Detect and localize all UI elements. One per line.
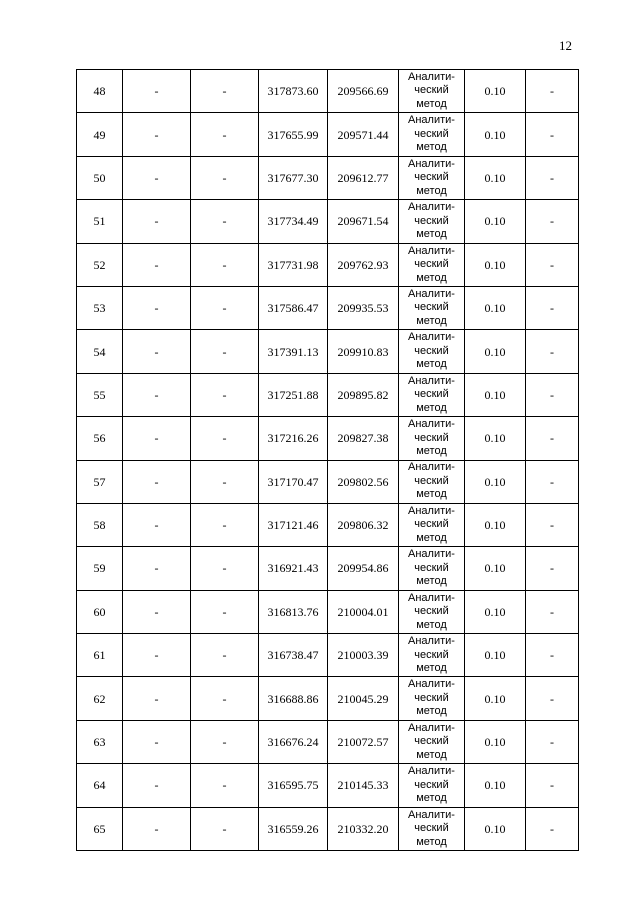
method-cell: Аналити- ческий метод: [399, 330, 465, 373]
accuracy-cell: 0.10: [465, 417, 526, 460]
empty-cell: -: [123, 70, 191, 113]
accuracy-cell: 0.10: [465, 460, 526, 503]
coordinate-y: 209827.38: [328, 417, 399, 460]
coordinate-x: 317873.60: [259, 70, 328, 113]
empty-cell: -: [526, 503, 579, 546]
coordinate-x: 317586.47: [259, 286, 328, 329]
empty-cell: -: [123, 634, 191, 677]
method-cell: Аналити- ческий метод: [399, 243, 465, 286]
point-number: 53: [77, 286, 123, 329]
accuracy-cell: 0.10: [465, 677, 526, 720]
point-number: 58: [77, 503, 123, 546]
coordinate-y: 210332.20: [328, 807, 399, 850]
coordinate-x: 316921.43: [259, 547, 328, 590]
point-number: 49: [77, 113, 123, 156]
accuracy-cell: 0.10: [465, 503, 526, 546]
method-cell: Аналити- ческий метод: [399, 156, 465, 199]
table-row: [77, 286, 579, 329]
table-body: [77, 70, 579, 851]
point-number: 48: [77, 70, 123, 113]
coordinate-x: 317677.30: [259, 156, 328, 199]
empty-cell: -: [123, 460, 191, 503]
empty-cell: -: [123, 373, 191, 416]
empty-cell: -: [191, 590, 259, 633]
empty-cell: -: [191, 200, 259, 243]
coordinate-y: 210045.29: [328, 677, 399, 720]
empty-cell: -: [191, 70, 259, 113]
empty-cell: -: [123, 503, 191, 546]
method-cell: Аналити- ческий метод: [399, 807, 465, 850]
coordinate-y: 209762.93: [328, 243, 399, 286]
empty-cell: -: [191, 156, 259, 199]
empty-cell: -: [123, 286, 191, 329]
accuracy-cell: 0.10: [465, 70, 526, 113]
point-number: 54: [77, 330, 123, 373]
empty-cell: -: [123, 764, 191, 807]
coordinate-y: 210072.57: [328, 720, 399, 763]
empty-cell: -: [526, 286, 579, 329]
coordinate-x: 317121.46: [259, 503, 328, 546]
coordinate-y: 210003.39: [328, 634, 399, 677]
table-row: [77, 417, 579, 460]
point-number: 51: [77, 200, 123, 243]
empty-cell: -: [526, 807, 579, 850]
coordinate-x: 317734.49: [259, 200, 328, 243]
table-row: [77, 460, 579, 503]
coordinate-x: 317731.98: [259, 243, 328, 286]
coordinate-x: 316595.75: [259, 764, 328, 807]
empty-cell: -: [526, 460, 579, 503]
coordinate-y: 209910.83: [328, 330, 399, 373]
empty-cell: -: [191, 460, 259, 503]
point-number: 56: [77, 417, 123, 460]
empty-cell: -: [191, 720, 259, 763]
accuracy-cell: 0.10: [465, 243, 526, 286]
method-cell: Аналити- ческий метод: [399, 634, 465, 677]
table-row: [77, 113, 579, 156]
point-number: 61: [77, 634, 123, 677]
coordinate-y: 209671.54: [328, 200, 399, 243]
method-cell: Аналити- ческий метод: [399, 503, 465, 546]
coordinate-y: 209802.56: [328, 460, 399, 503]
point-number: 60: [77, 590, 123, 633]
empty-cell: -: [191, 764, 259, 807]
accuracy-cell: 0.10: [465, 286, 526, 329]
method-cell: Аналити- ческий метод: [399, 373, 465, 416]
table-row: [77, 156, 579, 199]
point-number: 65: [77, 807, 123, 850]
table-row: [77, 70, 579, 113]
empty-cell: -: [191, 547, 259, 590]
point-number: 62: [77, 677, 123, 720]
empty-cell: -: [191, 330, 259, 373]
accuracy-cell: 0.10: [465, 547, 526, 590]
empty-cell: -: [191, 243, 259, 286]
method-cell: Аналити- ческий метод: [399, 200, 465, 243]
method-cell: Аналити- ческий метод: [399, 417, 465, 460]
method-cell: Аналити- ческий метод: [399, 70, 465, 113]
coordinate-y: 209571.44: [328, 113, 399, 156]
empty-cell: -: [123, 417, 191, 460]
coordinate-x: 316813.76: [259, 590, 328, 633]
table-row: [77, 764, 579, 807]
empty-cell: -: [123, 720, 191, 763]
method-cell: Аналити- ческий метод: [399, 113, 465, 156]
accuracy-cell: 0.10: [465, 764, 526, 807]
accuracy-cell: 0.10: [465, 634, 526, 677]
accuracy-cell: 0.10: [465, 113, 526, 156]
empty-cell: -: [526, 200, 579, 243]
empty-cell: -: [191, 113, 259, 156]
empty-cell: -: [191, 677, 259, 720]
coordinate-y: 209806.32: [328, 503, 399, 546]
coordinate-x: 316676.24: [259, 720, 328, 763]
empty-cell: -: [191, 286, 259, 329]
accuracy-cell: 0.10: [465, 590, 526, 633]
empty-cell: -: [191, 373, 259, 416]
empty-cell: -: [191, 634, 259, 677]
point-number: 50: [77, 156, 123, 199]
point-number: 52: [77, 243, 123, 286]
accuracy-cell: 0.10: [465, 373, 526, 416]
empty-cell: -: [123, 547, 191, 590]
point-number: 55: [77, 373, 123, 416]
empty-cell: -: [526, 243, 579, 286]
coordinate-y: 209954.86: [328, 547, 399, 590]
coordinate-x: 317655.99: [259, 113, 328, 156]
coordinate-x: 316559.26: [259, 807, 328, 850]
table-row: [77, 503, 579, 546]
coordinates-table: [76, 69, 579, 851]
coordinate-y: 209935.53: [328, 286, 399, 329]
method-cell: Аналити- ческий метод: [399, 547, 465, 590]
method-cell: Аналити- ческий метод: [399, 590, 465, 633]
empty-cell: -: [123, 807, 191, 850]
accuracy-cell: 0.10: [465, 807, 526, 850]
accuracy-cell: 0.10: [465, 200, 526, 243]
empty-cell: -: [191, 417, 259, 460]
table-row: [77, 677, 579, 720]
empty-cell: -: [526, 634, 579, 677]
empty-cell: -: [526, 590, 579, 633]
empty-cell: -: [123, 677, 191, 720]
empty-cell: -: [123, 156, 191, 199]
coordinate-x: 316738.47: [259, 634, 328, 677]
empty-cell: -: [526, 70, 579, 113]
coordinate-x: 316688.86: [259, 677, 328, 720]
point-number: 59: [77, 547, 123, 590]
coordinate-x: 317170.47: [259, 460, 328, 503]
coordinate-x: 317391.13: [259, 330, 328, 373]
empty-cell: -: [123, 243, 191, 286]
method-cell: Аналити- ческий метод: [399, 460, 465, 503]
empty-cell: -: [526, 417, 579, 460]
empty-cell: -: [526, 677, 579, 720]
coordinate-y: 210145.33: [328, 764, 399, 807]
accuracy-cell: 0.10: [465, 720, 526, 763]
table-row: [77, 330, 579, 373]
method-cell: Аналити- ческий метод: [399, 677, 465, 720]
coordinate-x: 317216.26: [259, 417, 328, 460]
empty-cell: -: [526, 156, 579, 199]
table-row: [77, 547, 579, 590]
table-row: [77, 373, 579, 416]
coordinate-x: 317251.88: [259, 373, 328, 416]
empty-cell: -: [123, 113, 191, 156]
method-cell: Аналити- ческий метод: [399, 764, 465, 807]
table-row: [77, 807, 579, 850]
empty-cell: -: [526, 764, 579, 807]
page-number: 12: [559, 38, 572, 53]
point-number: 64: [77, 764, 123, 807]
coordinate-y: 209895.82: [328, 373, 399, 416]
point-number: 63: [77, 720, 123, 763]
table-row: [77, 634, 579, 677]
coordinate-y: 209566.69: [328, 70, 399, 113]
method-cell: Аналити- ческий метод: [399, 720, 465, 763]
empty-cell: -: [123, 200, 191, 243]
empty-cell: -: [526, 720, 579, 763]
empty-cell: -: [526, 330, 579, 373]
coordinate-y: 210004.01: [328, 590, 399, 633]
empty-cell: -: [526, 373, 579, 416]
point-number: 57: [77, 460, 123, 503]
empty-cell: -: [526, 113, 579, 156]
empty-cell: -: [123, 330, 191, 373]
table-row: [77, 243, 579, 286]
coordinate-y: 209612.77: [328, 156, 399, 199]
empty-cell: -: [191, 503, 259, 546]
table-row: [77, 590, 579, 633]
table-row: [77, 200, 579, 243]
table-row: [77, 720, 579, 763]
empty-cell: -: [191, 807, 259, 850]
method-cell: Аналити- ческий метод: [399, 286, 465, 329]
empty-cell: -: [123, 590, 191, 633]
accuracy-cell: 0.10: [465, 330, 526, 373]
empty-cell: -: [526, 547, 579, 590]
accuracy-cell: 0.10: [465, 156, 526, 199]
